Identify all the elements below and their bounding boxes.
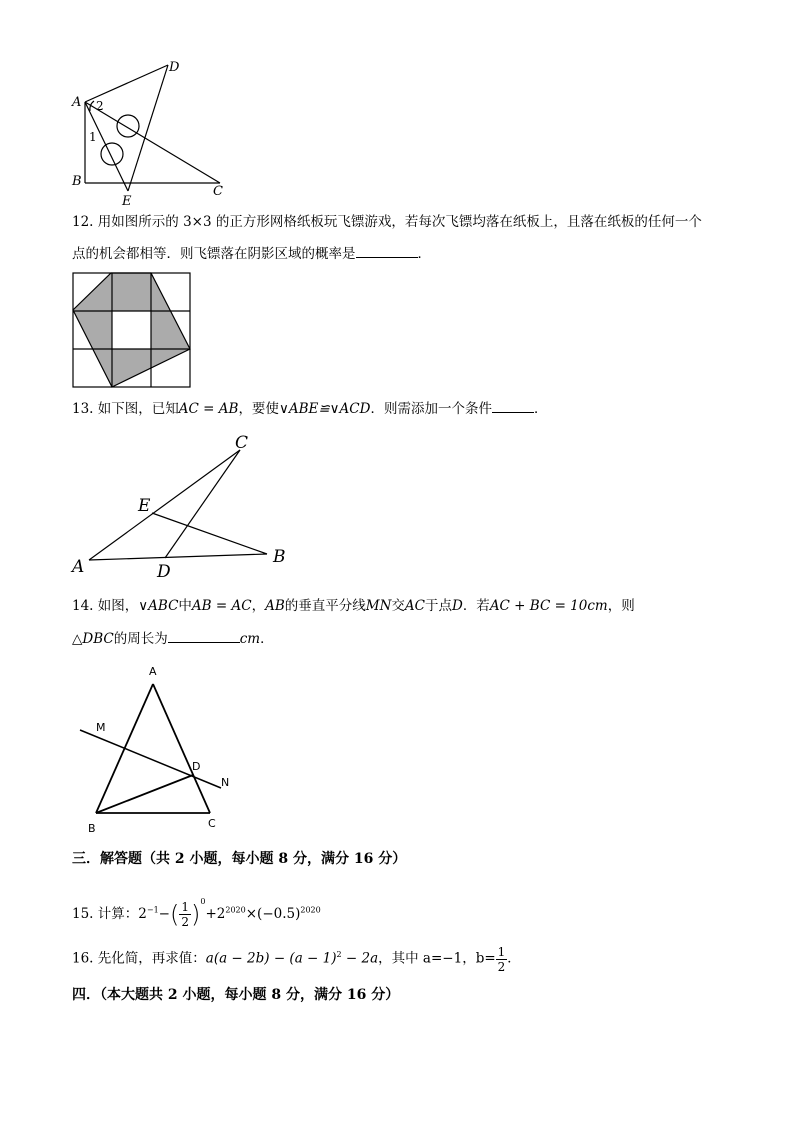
label-E: E xyxy=(138,496,151,516)
label-A: A xyxy=(149,665,157,678)
question-15: 15. 计算：$2^{-1}-$( $\frac{1}{2}$ )$^0+2^{2020}\times(-0.5)^{2020}$ xyxy=(72,897,321,929)
fraction: $\frac{1}{2}$ xyxy=(497,944,506,974)
figure-q13 xyxy=(62,428,302,583)
label-B: B xyxy=(88,822,96,835)
figure-q12-grid xyxy=(72,272,194,390)
question-number: 14. xyxy=(72,598,94,614)
label-angle-2: 2 xyxy=(96,99,104,113)
label-D: D xyxy=(192,760,201,773)
question-14-line1: 14. 如图，∨ABC中AB = AC，AB的垂直平分线MN交AC于点D．若AC + BC = 10cm，则 xyxy=(72,598,635,614)
question-number: 12. xyxy=(72,214,94,230)
label-N: N xyxy=(221,776,230,789)
question-12-line2: 点的机会都相等．则飞镖落在阴影区域的概率是 ． xyxy=(72,243,431,264)
figure-q11 xyxy=(60,55,240,210)
label-C: C xyxy=(235,433,249,453)
label-E: E xyxy=(122,194,132,209)
section-header-3: 三．解答题（共 2 小题，每小题 8 分，满分 16 分） xyxy=(72,851,407,867)
label-A: A xyxy=(72,557,85,577)
label-B: B xyxy=(273,547,286,567)
figure-q14 xyxy=(72,658,247,838)
question-13: 13. 如下图，已知AC = AB，要使∨ABE≌∨ACD．则需添加一个条件 ． xyxy=(72,398,547,419)
label-C: C xyxy=(213,184,223,199)
answer-blank[interactable] xyxy=(356,243,418,258)
answer-blank[interactable] xyxy=(492,398,534,413)
label-angle-1: 1 xyxy=(89,130,97,144)
question-16: 16. 先化简，再求值：$a(a - 2b) - (a - 1)^2 - 2a$，其中 a=−1，b= $\frac{1}{2}$ ． xyxy=(72,944,521,974)
answer-blank[interactable] xyxy=(168,628,240,643)
label-B: B xyxy=(72,174,82,189)
label-D: D xyxy=(157,562,171,582)
question-12-line1 xyxy=(72,212,702,232)
label-A: A xyxy=(72,95,82,110)
question-number: 15. xyxy=(72,906,94,922)
question-number: 13. xyxy=(72,401,94,417)
label-D: D xyxy=(169,60,180,75)
question-14-line2: △DBC的周长为 cm． xyxy=(72,628,274,649)
question-number: 16. xyxy=(72,950,94,967)
question-text: 点的机会都相等．则飞镖落在阴影区域的概率是 xyxy=(72,246,356,262)
question-text: 用如图所示的 3×3 的正方形网格纸板玩飞镖游戏，若每次飞镖均落在纸板上，且落在纸板的任何一个 xyxy=(97,214,702,230)
label-C: C xyxy=(208,817,216,830)
section-header-4: 四．（本大题共 2 小题，每小题 8 分，满分 16 分） xyxy=(72,987,400,1003)
label-M: M xyxy=(96,721,106,734)
fraction: $\frac{1}{2}$ xyxy=(181,900,189,929)
